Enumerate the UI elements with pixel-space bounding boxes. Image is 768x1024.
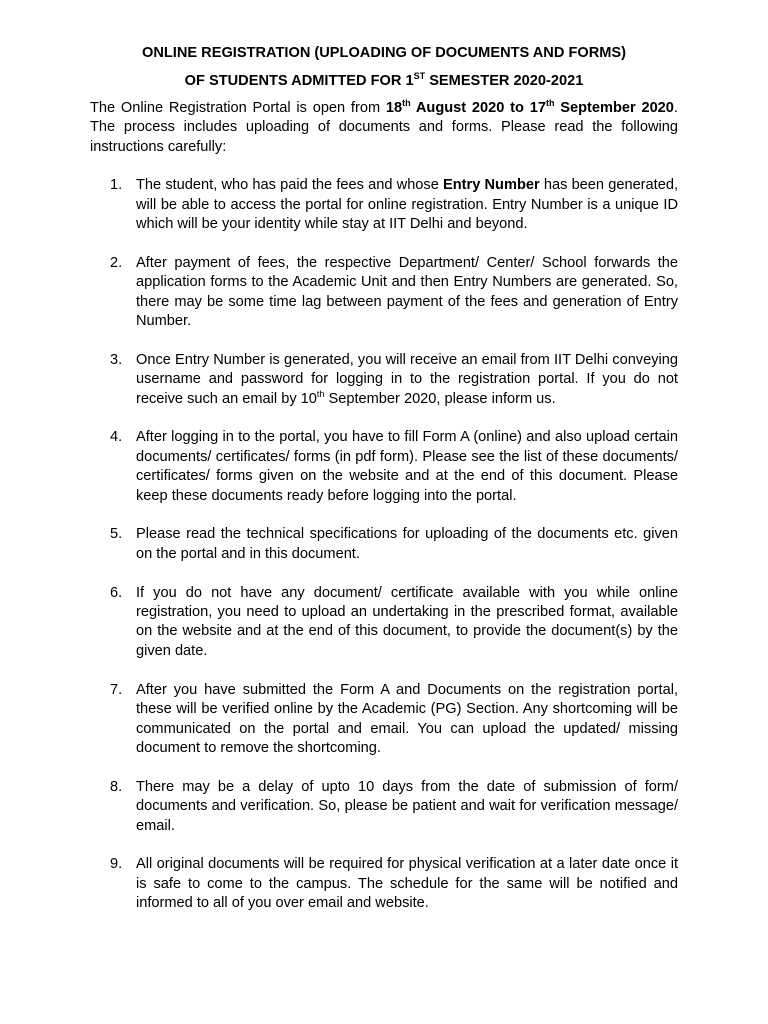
item-number: 9. bbox=[110, 856, 123, 873]
item-text: If you do not have any document/ certificate available with you while online registration, you need to upload an undertaking in the prescribed format, available on the website and at the end of this document, to provide the document(s) by the given date. bbox=[136, 584, 678, 659]
item-text: Please read the technical specifications for uploading of the documents etc. given on the portal and in this document. bbox=[136, 526, 678, 562]
item-number: 2. bbox=[110, 254, 123, 271]
item-text: After logging in to the portal, you have to fill Form A (online) and also upload certain documents/ certificates/ forms (in pdf form). Please see the list of these documents/ certificates/ forms given on the website and at the end of this document. Please keep these documents ready before logging into the portal. bbox=[136, 429, 678, 504]
item-number: 5. bbox=[110, 526, 123, 543]
item-number: 8. bbox=[110, 778, 123, 795]
item-number: 6. bbox=[110, 584, 123, 601]
instruction-item-7 bbox=[90, 681, 678, 759]
instruction-item-8 bbox=[90, 778, 678, 836]
item-text: All original documents will be required for physical verification at a later date once it is safe to come to the campus. The schedule for the same will be notified and informed to all of you over email and website. bbox=[136, 856, 678, 912]
document-title-line-1: ONLINE REGISTRATION (UPLOADING OF DOCUMENTS AND FORMS) bbox=[141, 45, 626, 61]
item-text: After you have submitted the Form A and Documents on the registration portal, these will be verified online by the Academic (PG) Section. Any shortcoming will be communicated on the portal and email. You can upload the updated/ missing document to remove the shortcoming. bbox=[136, 681, 678, 756]
instruction-item-1: 1. The student, who has paid the fees and whose Entry Number has been generated, will be able to access the portal for online registration. Entry Number is a unique ID which will be your identity while stay at IIT Delhi and beyond. bbox=[110, 177, 679, 233]
instruction-item-3: 3. Once Entry Number is generated, you will receive an email from IIT Delhi conveying username and password for logging in to the registration portal. If you do not receive such an email by 10th September 2020, please inform us. bbox=[110, 351, 678, 407]
item-number: 1. bbox=[110, 177, 123, 194]
item-text: There may be a delay of upto 10 days from the date of submission of form/ documents and verification. So, please be patient and wait for verification message/ email. bbox=[136, 778, 678, 834]
instruction-item-9 bbox=[90, 855, 678, 913]
item-number: 3. bbox=[110, 351, 123, 368]
instruction-item-5 bbox=[90, 525, 678, 564]
item-number: 7. bbox=[110, 681, 123, 698]
instruction-item-4 bbox=[90, 428, 678, 506]
document-body bbox=[90, 44, 678, 933]
instruction-item-2 bbox=[90, 254, 678, 332]
document-title-line-2: OF STUDENTS ADMITTED FOR 1ST SEMESTER 2020-2021 bbox=[184, 71, 584, 89]
item-text: After payment of fees, the respective Department/ Center/ School forwards the application forms to the Academic Unit and then Entry Numbers are generated. So, there may be some time lag between payment of the fees and generation of Entry Number. bbox=[136, 254, 678, 330]
item-number: 4. bbox=[110, 429, 123, 446]
instruction-item-6 bbox=[90, 584, 678, 662]
intro-paragraph: The Online Registration Portal is open from 18th August 2020 to 17th September 2020. The process includes uploading of documents and forms. Please read the following instructions carefully: bbox=[90, 98, 678, 155]
instruction-list bbox=[90, 176, 678, 913]
